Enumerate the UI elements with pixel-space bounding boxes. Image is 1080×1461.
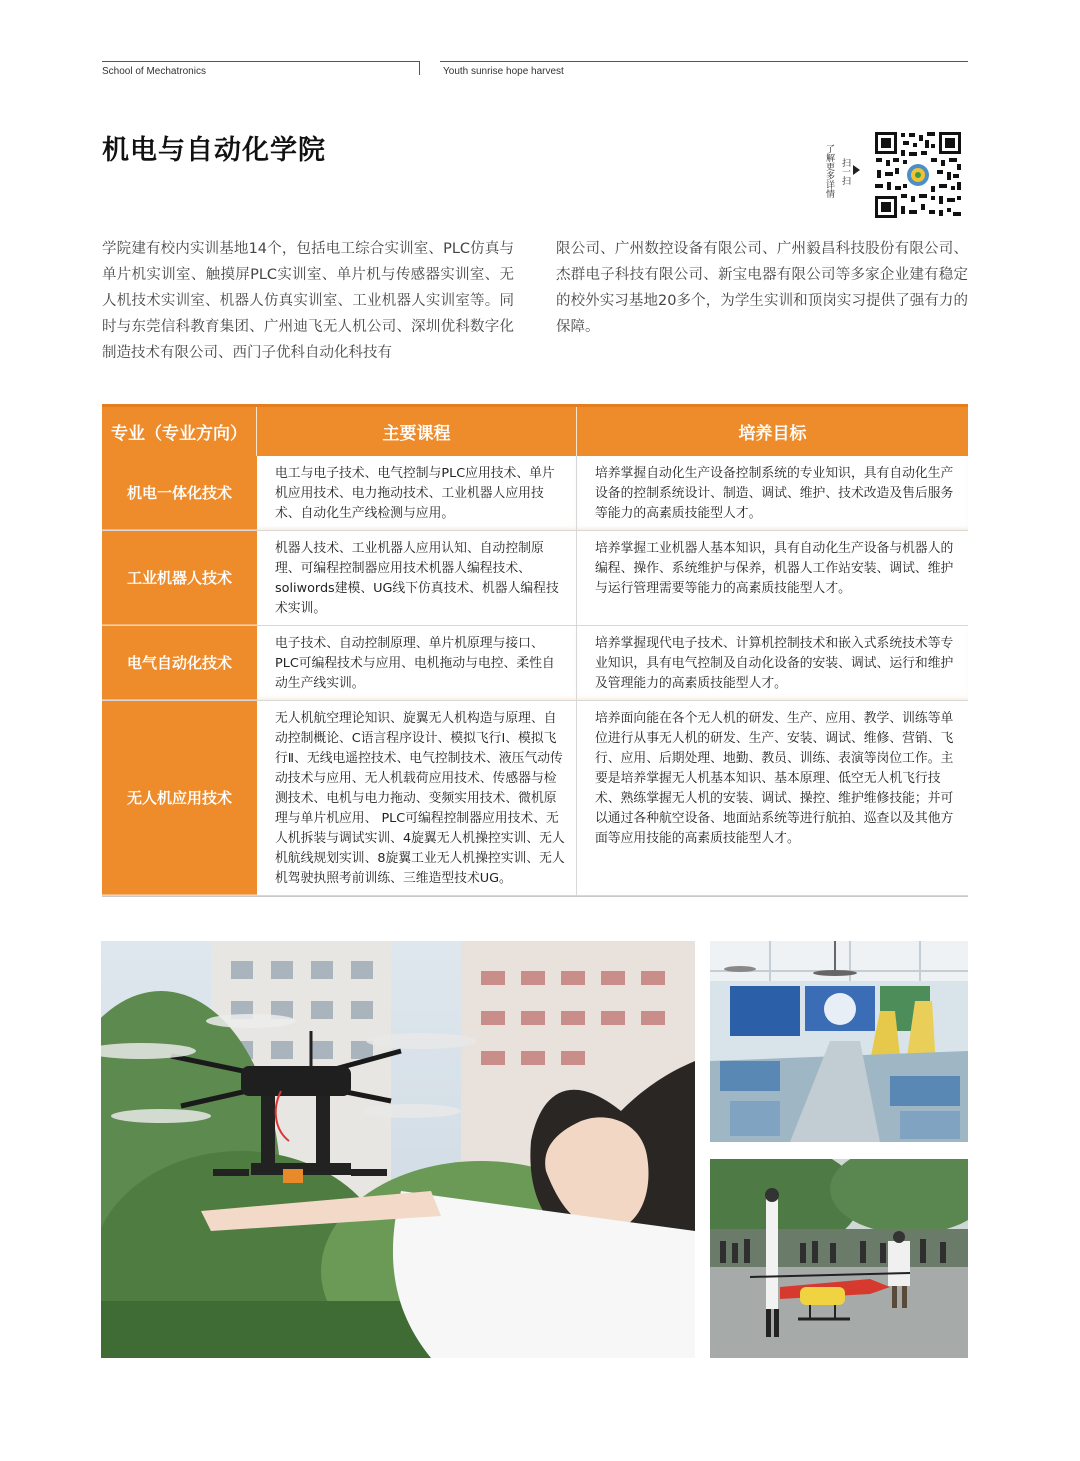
training-goal: 培养掌握工业机器人基本知识，具有自动化生产设备与机器人的编程、操作、系统维护与保养，机器人工作站安装、调试、维护与运行管理需要等能力的高素质技能型人才。 — [595, 541, 954, 596]
header-major: 专业（专业方向） — [102, 407, 257, 456]
course-list: 无人机航空理论知识、旋翼无人机构造与原理、自动控制概论、C语言程序设计、模拟飞行Ⅰ、模拟飞行Ⅱ、无线电遥控技术、电气控制技术、液压气动传动技术与应用、无人机载荷应用技术、传感器与检测技术、电机与电力拖动、变频实用技术、微机原理与单片机应用、 PLC可编程控制器应用技术、无人机拆装与调试实训、4旋翼无人机操控实训、无人机航线规划实训、8旋翼工业无人机操控实训、无人机驾驶执照考前训练、三维造型技术UG。 — [257, 701, 577, 895]
course-list: 电工与电子技术、电气控制与PLC应用技术、单片机应用技术、电力拖动技术、工业机器人应用技术、自动化生产线检测与应用。 — [257, 456, 577, 530]
header-slogan: Youth sunrise hope harvest — [443, 66, 564, 77]
major-name: 机电一体化技术 — [102, 456, 257, 530]
header-courses: 主要课程 — [257, 407, 577, 456]
qr-code-graphic — [873, 130, 963, 220]
training-goal: 培养掌握自动化生产设备控制系统的专业知识，具有自动化生产设备的控制系统设计、制造、调试、维护、技术改造及售后服务等能力的高素质技能型人才。 — [577, 456, 968, 530]
major-name: 电气自动化技术 — [102, 626, 257, 700]
majors-table — [102, 404, 968, 897]
header-goal: 培养目标 — [738, 424, 807, 444]
page-title: 机电与自动化学院 — [102, 135, 326, 166]
table-row — [102, 531, 968, 626]
photo-helicopter-drone — [710, 1159, 968, 1358]
arrow-right-icon — [853, 165, 860, 175]
training-goal: 培养面向能在各个无人机的研发、生产、应用、教学、训练等单位进行从事无人机的研发、生产、安装、调试、维修、营销、飞行、应用、后期处理、地勤、教员、训练、表演等岗位工作。主要是培养掌握无人机基本知识、基本原理、低空无人机飞行技术、熟练掌握无人机的安装、调试、操控、维护维修技能；并可以通过各种航空设备、地面站系统等进行航拍、巡查以及其他方面等应用技能的高素质技能型人才。 — [595, 711, 954, 846]
header-divider — [419, 61, 420, 75]
table-row — [102, 701, 968, 896]
table-row — [102, 626, 968, 701]
major-name: 无人机应用技术 — [102, 701, 257, 895]
course-list: 机器人技术、工业机器人应用认知、自动控制原理、可编程控制器应用技术机器人编程技术、soliwords建模、UG线下仿真技术、机器人编程技术实训。 — [257, 531, 577, 625]
intro-paragraph-left: 学院建有校内实训基地14个，包括电工综合实训室、PLC仿真与单片机实训室、触摸屏PLC实训室、单片机与传感器实训室、无人机技术实训室、机器人仿真实训室、工业机器人实训室等。同时与东莞信科教育集团、广州迪飞无人机公司、深圳优科数字化制造技术有限公司、西门子优科自动化科技有 — [102, 241, 514, 361]
course-list: 电子技术、自动控制原理、单片机原理与接口、PLC可编程技术与应用、电机拖动与电控、柔性自动生产线实训。 — [257, 626, 577, 700]
header-school-name: School of Mechatronics — [102, 66, 206, 77]
photo-robot-lab — [710, 941, 968, 1142]
qr-code-icon[interactable] — [873, 130, 963, 220]
photo-drone-student — [101, 941, 695, 1358]
intro-paragraph-right: 限公司、广州数控设备有限公司、广州毅昌科技股份有限公司、杰群电子科技有限公司、新宝电器有限公司等多家企业建有稳定的校外实习基地20多个，为学生实训和顶岗实习提供了强有力的保障。 — [556, 241, 968, 335]
table-bottom-rule — [102, 896, 968, 897]
table-row — [102, 456, 968, 531]
header-rule-left — [102, 61, 419, 62]
table-header — [102, 404, 968, 456]
header-rule-right — [440, 61, 968, 62]
qr-caption: 了解更多详情 — [824, 144, 834, 198]
major-name: 工业机器人技术 — [102, 531, 257, 625]
training-goal: 培养掌握现代电子技术、计算机控制技术和嵌入式系统技术等专业知识，具有电气控制及自动化设备的安装、调试、运行和维护及管理能力的高素质技能型人才。 — [577, 626, 968, 700]
qr-scan-label: 扫一扫 — [840, 158, 850, 185]
